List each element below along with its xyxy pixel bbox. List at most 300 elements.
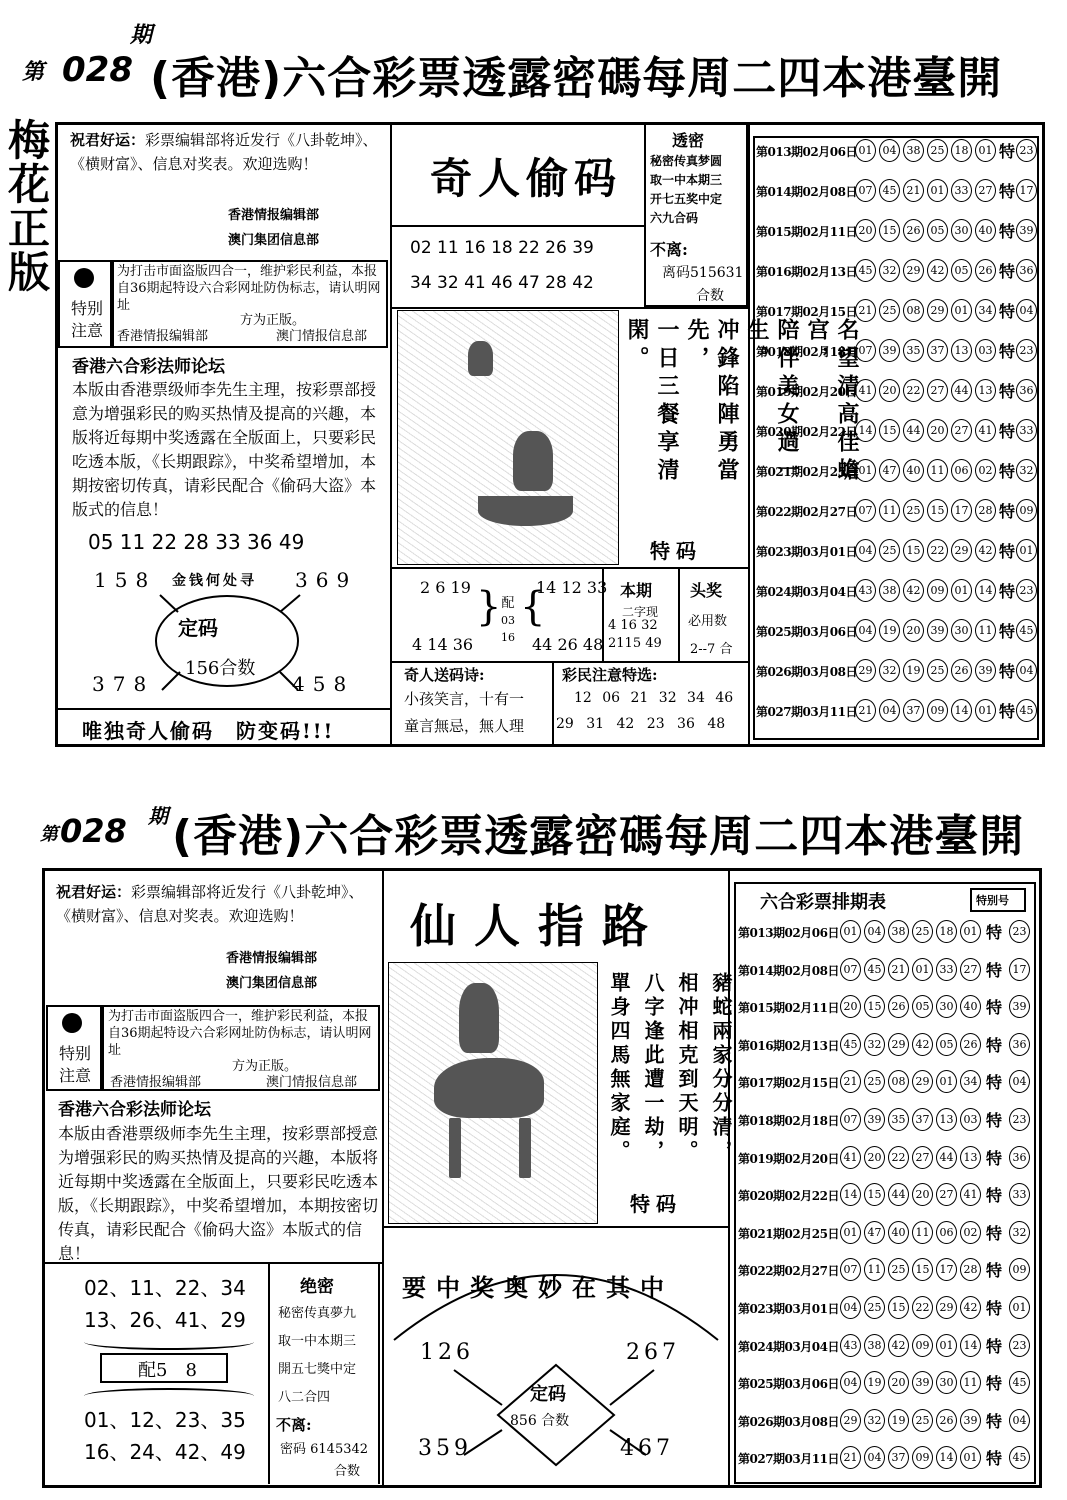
- number-ball: 37: [888, 1446, 909, 1469]
- issue-number: 028: [62, 50, 133, 90]
- schedule-label: 第024期03月04日: [756, 585, 857, 599]
- number-ball: 38: [879, 579, 900, 602]
- number-ball: 15: [888, 1296, 909, 1319]
- schedule-label: 第022期02月27日: [738, 1264, 839, 1279]
- number-ball: 15: [927, 499, 948, 522]
- schedule-label: 第020期02月22日: [756, 425, 857, 439]
- group-row2: 13、26、41、29: [84, 1308, 246, 1332]
- special-marker: 特: [999, 182, 1016, 201]
- brace-left: }: [476, 584, 502, 630]
- mini-left-a: 2 6 19: [420, 578, 471, 597]
- number-ball: 26: [951, 659, 972, 682]
- number-ball: 45: [879, 179, 900, 202]
- schedule-row: [754, 377, 1038, 405]
- mini-right-b: 44 26 48: [532, 635, 604, 654]
- secret-line: 秘密传真夢九: [278, 1306, 357, 1321]
- number-ball: 32: [864, 1409, 885, 1432]
- number-ball: 01: [975, 699, 996, 722]
- schedule-row: [736, 993, 1034, 1021]
- special-label: 特别注意: [58, 1044, 91, 1085]
- number-ball: 21: [840, 1446, 861, 1469]
- schedule-row: [754, 297, 1038, 325]
- number-ball: 11: [975, 619, 996, 642]
- schedule-row: [754, 217, 1038, 245]
- divider-v3: [678, 567, 680, 661]
- number-ball: 01: [840, 1221, 861, 1244]
- schedule-title: 六合彩票排期表: [760, 892, 886, 913]
- number-ball: 22: [903, 379, 924, 402]
- notice-sig2: 澳门集团信息部: [228, 233, 320, 248]
- poem-line: 豬蛇兩家分分清，: [709, 972, 733, 1164]
- number-ball: 08: [888, 1070, 909, 1093]
- poem-line: 名望清高佳蟾宫，: [804, 318, 860, 486]
- number-ball: 40: [903, 459, 924, 482]
- number-ball: 25: [864, 1070, 885, 1093]
- special-ball: 36: [1009, 1033, 1030, 1056]
- diamond-tl: 126: [420, 1340, 474, 1365]
- number-ball: 20: [840, 995, 861, 1018]
- number-ball: 26: [888, 995, 909, 1018]
- special-official: 方为正版。: [240, 313, 306, 328]
- divider-h6: [384, 1226, 728, 1228]
- number-ball: 14: [936, 1446, 957, 1469]
- number-ball: 04: [879, 699, 900, 722]
- number-ball: 44: [903, 419, 924, 442]
- special-ball: 45: [1016, 699, 1037, 722]
- number-ball: 25: [912, 1409, 933, 1432]
- number-ball: 01: [936, 1070, 957, 1093]
- number-ball: 11: [879, 499, 900, 522]
- special-marker: 特: [999, 462, 1016, 481]
- schedule-label: 第021期02月25日: [756, 465, 857, 479]
- number-ball: 14: [951, 699, 972, 722]
- secret-line: 开七五奖中定: [650, 192, 723, 206]
- schedule-label: 第021期02月25日: [738, 1226, 839, 1241]
- number-ball: 30: [951, 619, 972, 642]
- number-ball: 08: [903, 299, 924, 322]
- number-ball: 20: [879, 379, 900, 402]
- schedule-label: 第027期03月11日: [738, 1452, 839, 1467]
- number-ball: 45: [855, 259, 876, 282]
- diamond-tr: 267: [626, 1340, 680, 1365]
- number-ball: 44: [888, 1183, 909, 1206]
- schedule-row: [754, 257, 1038, 285]
- numbers-line: 05 11 22 28 33 36 49: [88, 530, 305, 554]
- money-tr: 369: [295, 568, 358, 592]
- schedule-row: [736, 1294, 1034, 1322]
- schedule-row: [736, 1369, 1034, 1397]
- issue-suffix: 期: [130, 23, 153, 48]
- this-issue-row1: 4 16 32: [608, 618, 658, 633]
- divider-v2: [602, 567, 604, 661]
- number-ball: 39: [975, 659, 996, 682]
- schedule-row: [754, 177, 1038, 205]
- special-ball: 39: [1009, 995, 1030, 1018]
- schedule-label: 第013期02月06日: [738, 926, 839, 940]
- special-badge: [58, 260, 112, 348]
- schedule-row: [736, 1256, 1034, 1284]
- number-ball: 15: [864, 995, 885, 1018]
- forum-title: 香港六合彩法师论坛: [72, 357, 225, 377]
- issue-number: 028: [60, 812, 127, 850]
- number-ball: 25: [927, 139, 948, 162]
- secret-sum: 合数: [696, 288, 724, 304]
- number-ball: 01: [855, 139, 876, 162]
- number-ball: 27: [927, 379, 948, 402]
- number-ball: 19: [903, 659, 924, 682]
- special-text: 为打击市面盗版四合一，维护彩民利益，本报自36期起特设六合彩网址防伪标志，请认明网址: [117, 264, 381, 313]
- schedule-row: [736, 1332, 1034, 1360]
- number-ball: 37: [912, 1108, 933, 1131]
- notice-sig1: 香港情报编辑部: [226, 951, 318, 966]
- special-text: 为打击市面盗版四合一，维护彩民利益，本报自36期起特设六合彩网址防伪标志，请认明网址: [108, 1009, 372, 1058]
- number-ball: 03: [960, 1108, 981, 1131]
- special-ball: 17: [1016, 179, 1037, 202]
- special-badge: [46, 1005, 102, 1091]
- schedule-label: 第020期02月22日: [738, 1189, 839, 1204]
- schedule-row: [736, 1144, 1034, 1172]
- special-marker: 特: [986, 960, 1003, 980]
- diamond-bl: 359: [418, 1436, 472, 1461]
- head-prize-val: 2--7 合: [690, 642, 733, 657]
- number-ball: 05: [912, 995, 933, 1018]
- number-ball: 09: [912, 1334, 933, 1357]
- number-ball: 25: [912, 920, 933, 943]
- number-ball: 47: [864, 1221, 885, 1244]
- number-ball: 39: [960, 1409, 981, 1432]
- number-ball: 22: [888, 1146, 909, 1169]
- number-ball: 07: [840, 1108, 861, 1131]
- number-ball: 06: [936, 1221, 957, 1244]
- schedule-label: 第018期02月18日: [756, 345, 857, 359]
- special-marker: 特: [999, 382, 1016, 401]
- issue-prefix: 第: [40, 824, 58, 845]
- forum-text: 本版由香港票级师李先生主理，按彩票部授意为增强彩民的购买热情及提高的兴趣，本版将近每期中奖透露在全版面上，只要彩民吃透本版，《长期跟踪》，中奖希望增加，本期按密切传真，请彩民配合《偷码大盗》本版式的信息！: [58, 1124, 379, 1263]
- number-ball: 07: [855, 179, 876, 202]
- number-ball: 04: [864, 920, 885, 943]
- number-ball: 22: [912, 1296, 933, 1319]
- number-ball: 04: [840, 1371, 861, 1394]
- number-ball: 26: [960, 1033, 981, 1056]
- schedule-label: 第024期03月04日: [738, 1339, 839, 1354]
- number-ball: 37: [903, 699, 924, 722]
- number-ball: 28: [975, 499, 996, 522]
- number-ball: 11: [864, 1258, 885, 1281]
- number-ball: 45: [840, 1033, 861, 1056]
- special-code: 特码: [650, 539, 702, 563]
- this-issue-sub: 二字现: [622, 605, 659, 619]
- number-ball: 40: [975, 219, 996, 242]
- special-marker: 特: [986, 1411, 1003, 1431]
- special-marker: 特: [999, 582, 1016, 601]
- number-ball: 25: [879, 539, 900, 562]
- header-title: (香港)六合彩票透露密碼每周二四本港臺開: [150, 53, 1003, 104]
- secret-head: 绝密: [300, 1277, 334, 1297]
- number-ball: 02: [975, 459, 996, 482]
- special-official: 方为正版。: [232, 1059, 298, 1074]
- money-tl: 158: [94, 568, 157, 592]
- number-ball: 21: [888, 958, 909, 981]
- top-schedule: [754, 137, 1038, 737]
- number-ball: 42: [888, 1334, 909, 1357]
- number-ball: 29: [903, 259, 924, 282]
- money-center: 定码: [178, 616, 218, 640]
- send-poem-line1: 小孩笑言，十有一: [404, 690, 525, 708]
- strange-row2: 34 32 41 46 47 28 42: [410, 273, 594, 293]
- special-ball: 09: [1016, 499, 1037, 522]
- number-ball: 01: [840, 920, 861, 943]
- number-ball: 18: [936, 920, 957, 943]
- number-ball: 41: [855, 379, 876, 402]
- schedule-row: [736, 956, 1034, 984]
- special-marker: 特: [999, 262, 1016, 281]
- special-marker: 特: [986, 1186, 1003, 1206]
- number-ball: 42: [903, 579, 924, 602]
- number-ball: 42: [927, 259, 948, 282]
- schedule-label: 第017期02月15日: [756, 305, 857, 319]
- special-ball: 04: [1016, 659, 1037, 682]
- number-ball: 40: [960, 995, 981, 1018]
- number-ball: 01: [951, 299, 972, 322]
- number-ball: 07: [855, 339, 876, 362]
- number-ball: 26: [975, 259, 996, 282]
- diamond-center: 定码: [530, 1384, 566, 1405]
- number-ball: 29: [840, 1409, 861, 1432]
- special-marker: 特: [986, 1449, 1003, 1469]
- special-ball: 04: [1016, 299, 1037, 322]
- number-ball: 27: [975, 179, 996, 202]
- divider-v1: [390, 122, 392, 747]
- special-marker: 特: [999, 142, 1016, 161]
- number-ball: 42: [912, 1033, 933, 1056]
- secret-head: 透密: [672, 131, 705, 150]
- special-label: 特别注意: [70, 299, 103, 340]
- special-marker: 特: [986, 923, 1003, 942]
- special-marker: 特: [986, 1261, 1003, 1281]
- number-ball: 09: [912, 1446, 933, 1469]
- schedule-label: 第023期03月01日: [756, 545, 857, 559]
- number-ball: 25: [903, 499, 924, 522]
- number-ball: 04: [840, 1296, 861, 1319]
- number-ball: 34: [960, 1070, 981, 1093]
- notice-sig1: 香港情报编辑部: [228, 208, 320, 223]
- mini-left-b: 4 14 36: [412, 635, 474, 654]
- number-ball: 21: [840, 1070, 861, 1093]
- group-row3: 01、12、23、35: [84, 1408, 246, 1432]
- number-ball: 02: [960, 1221, 981, 1244]
- number-ball: 32: [864, 1033, 885, 1056]
- number-ball: 28: [960, 1258, 981, 1281]
- schedule-label: 第025期03月06日: [756, 625, 857, 639]
- number-ball: 21: [903, 179, 924, 202]
- group-row4: 16、24、42、49: [84, 1440, 246, 1464]
- number-ball: 26: [903, 219, 924, 242]
- special-marker: 特: [999, 302, 1016, 321]
- schedule-row: [736, 1407, 1034, 1435]
- diamond-br: 467: [620, 1436, 674, 1461]
- number-ball: 04: [879, 139, 900, 162]
- special-ball: 23: [1016, 139, 1037, 162]
- number-ball: 39: [927, 619, 948, 642]
- number-ball: 30: [936, 995, 957, 1018]
- slogan: 唯独奇人偷码 防变码!!!: [82, 719, 335, 743]
- number-ball: 04: [855, 619, 876, 642]
- number-ball: 45: [864, 958, 885, 981]
- number-ball: 43: [855, 579, 876, 602]
- number-ball: 25: [864, 1296, 885, 1319]
- poem-line: 冲鋒陷陣勇當先，: [684, 318, 740, 486]
- send-poem-title: 奇人送码诗:: [404, 666, 485, 684]
- money-bl: 378: [92, 672, 155, 696]
- number-ball: 20: [927, 419, 948, 442]
- special-marker: 特: [986, 1223, 1003, 1243]
- special-ball: 32: [1009, 1221, 1030, 1244]
- number-ball: 14: [975, 579, 996, 602]
- schedule-row: [754, 417, 1038, 445]
- schedule-label: 第016期02月13日: [738, 1038, 839, 1053]
- schedule-label: 第019期02月20日: [756, 385, 857, 399]
- secret-line: 取一中本期三: [278, 1334, 357, 1349]
- number-ball: 27: [951, 419, 972, 442]
- special-marker: 特: [999, 542, 1016, 561]
- schedule-row: [754, 337, 1038, 365]
- number-ball: 25: [888, 1258, 909, 1281]
- number-ball: 39: [864, 1108, 885, 1131]
- number-ball: 14: [840, 1183, 861, 1206]
- schedule-row: [754, 497, 1038, 525]
- number-ball: 14: [960, 1334, 981, 1357]
- secret-code: 离码515631: [662, 265, 744, 281]
- special-marker: 特: [999, 702, 1016, 721]
- number-ball: 25: [927, 659, 948, 682]
- number-ball: 01: [960, 920, 981, 943]
- number-ball: 26: [936, 1409, 957, 1432]
- number-ball: 17: [936, 1258, 957, 1281]
- divider-v4: [552, 661, 554, 747]
- special-marker: 特: [999, 222, 1016, 241]
- number-ball: 01: [855, 459, 876, 482]
- special-ball: 23: [1009, 1108, 1030, 1131]
- attention-row1: 12 06 21 32 34 46: [574, 690, 734, 706]
- special-ball: 17: [1009, 958, 1030, 981]
- brace-bottom: [84, 1334, 254, 1350]
- secret-not-away: 不离:: [276, 1416, 312, 1434]
- bottom-schedule: [736, 918, 1034, 1482]
- number-ball: 27: [936, 1183, 957, 1206]
- number-ball: 01: [936, 1334, 957, 1357]
- schedule-label: 第015期02月11日: [756, 225, 857, 239]
- number-ball: 13: [975, 379, 996, 402]
- special-ball: 36: [1016, 379, 1037, 402]
- number-ball: 15: [912, 1258, 933, 1281]
- number-ball: 14: [855, 419, 876, 442]
- number-ball: 05: [927, 219, 948, 242]
- number-ball: 01: [960, 1446, 981, 1469]
- number-ball: 20: [903, 619, 924, 642]
- mini-pei: [498, 595, 518, 646]
- money-sum: 156合数: [185, 658, 256, 679]
- special-ball: 33: [1016, 419, 1037, 442]
- number-ball: 25: [879, 299, 900, 322]
- number-ball: 29: [951, 539, 972, 562]
- schedule-label: 第027期03月11日: [756, 705, 857, 719]
- schedule-row: [736, 1031, 1034, 1059]
- notice-sig2: 澳门集团信息部: [226, 976, 318, 991]
- notice-head: 祝君好运：: [70, 131, 146, 149]
- number-ball: 20: [888, 1371, 909, 1394]
- schedule-label: 第022期02月27日: [756, 505, 857, 519]
- money-arc: 金钱何处寻: [172, 573, 257, 589]
- number-ball: 22: [927, 539, 948, 562]
- number-ball: 32: [879, 659, 900, 682]
- number-ball: 38: [903, 139, 924, 162]
- group-row1: 02、11、22、34: [84, 1276, 246, 1300]
- special-ball: 23: [1009, 1334, 1030, 1357]
- number-ball: 21: [855, 699, 876, 722]
- number-ball: 07: [840, 1258, 861, 1281]
- secret-code: 密码 6145342: [280, 1442, 369, 1457]
- number-ball: 41: [960, 1183, 981, 1206]
- secret-lines: [278, 1300, 356, 1412]
- number-ball: 19: [864, 1371, 885, 1394]
- schedule-row: [754, 137, 1038, 165]
- schedule-label: 第026期03月08日: [738, 1414, 839, 1429]
- schedule-label: 第019期02月20日: [738, 1151, 839, 1166]
- number-ball: 01: [912, 958, 933, 981]
- divider-h3: [392, 567, 748, 569]
- poem-line: 單身四馬無家庭。: [607, 972, 631, 1164]
- schedule-label: 第013期02月06日: [756, 145, 857, 159]
- schedule-row: [736, 918, 1034, 946]
- special-ball: 04: [1009, 1070, 1030, 1093]
- schedule-tag: 特别号: [976, 894, 1009, 907]
- special-marker: 特: [986, 1336, 1003, 1356]
- schedule-label: 第016期02月13日: [756, 265, 857, 279]
- number-ball: 33: [951, 179, 972, 202]
- special-ball: 45: [1016, 619, 1037, 642]
- number-ball: 29: [855, 659, 876, 682]
- number-ball: 35: [903, 339, 924, 362]
- number-ball: 19: [879, 619, 900, 642]
- schedule-label: 第023期03月01日: [738, 1302, 839, 1316]
- number-ball: 05: [936, 1033, 957, 1056]
- number-ball: 41: [975, 419, 996, 442]
- schedule-row: [736, 1181, 1034, 1209]
- number-ball: 43: [840, 1334, 861, 1357]
- special-marker: 特: [986, 1148, 1003, 1168]
- special-ball: 23: [1016, 579, 1037, 602]
- number-ball: 15: [879, 419, 900, 442]
- number-ball: 04: [855, 539, 876, 562]
- special-ball: 36: [1016, 259, 1037, 282]
- schedule-row: [754, 457, 1038, 485]
- special-ball: 01: [1009, 1296, 1030, 1319]
- special-marker: 特: [986, 1299, 1003, 1318]
- number-ball: 03: [975, 339, 996, 362]
- mini-right-a: 14 12 33: [536, 578, 608, 597]
- special-ball: 33: [1009, 1183, 1030, 1206]
- number-ball: 13: [936, 1108, 957, 1131]
- special-code: 特码: [630, 1192, 682, 1216]
- divider-h1: [392, 225, 644, 227]
- secret-line: 秘密传真梦圆: [650, 154, 723, 168]
- number-ball: 20: [864, 1146, 885, 1169]
- group-pei: 配5 8: [138, 1360, 197, 1381]
- schedule-row: [754, 617, 1038, 645]
- special-marker: 特: [999, 662, 1016, 681]
- number-ball: 11: [960, 1371, 981, 1394]
- schedule-label: 第026期03月08日: [756, 665, 857, 679]
